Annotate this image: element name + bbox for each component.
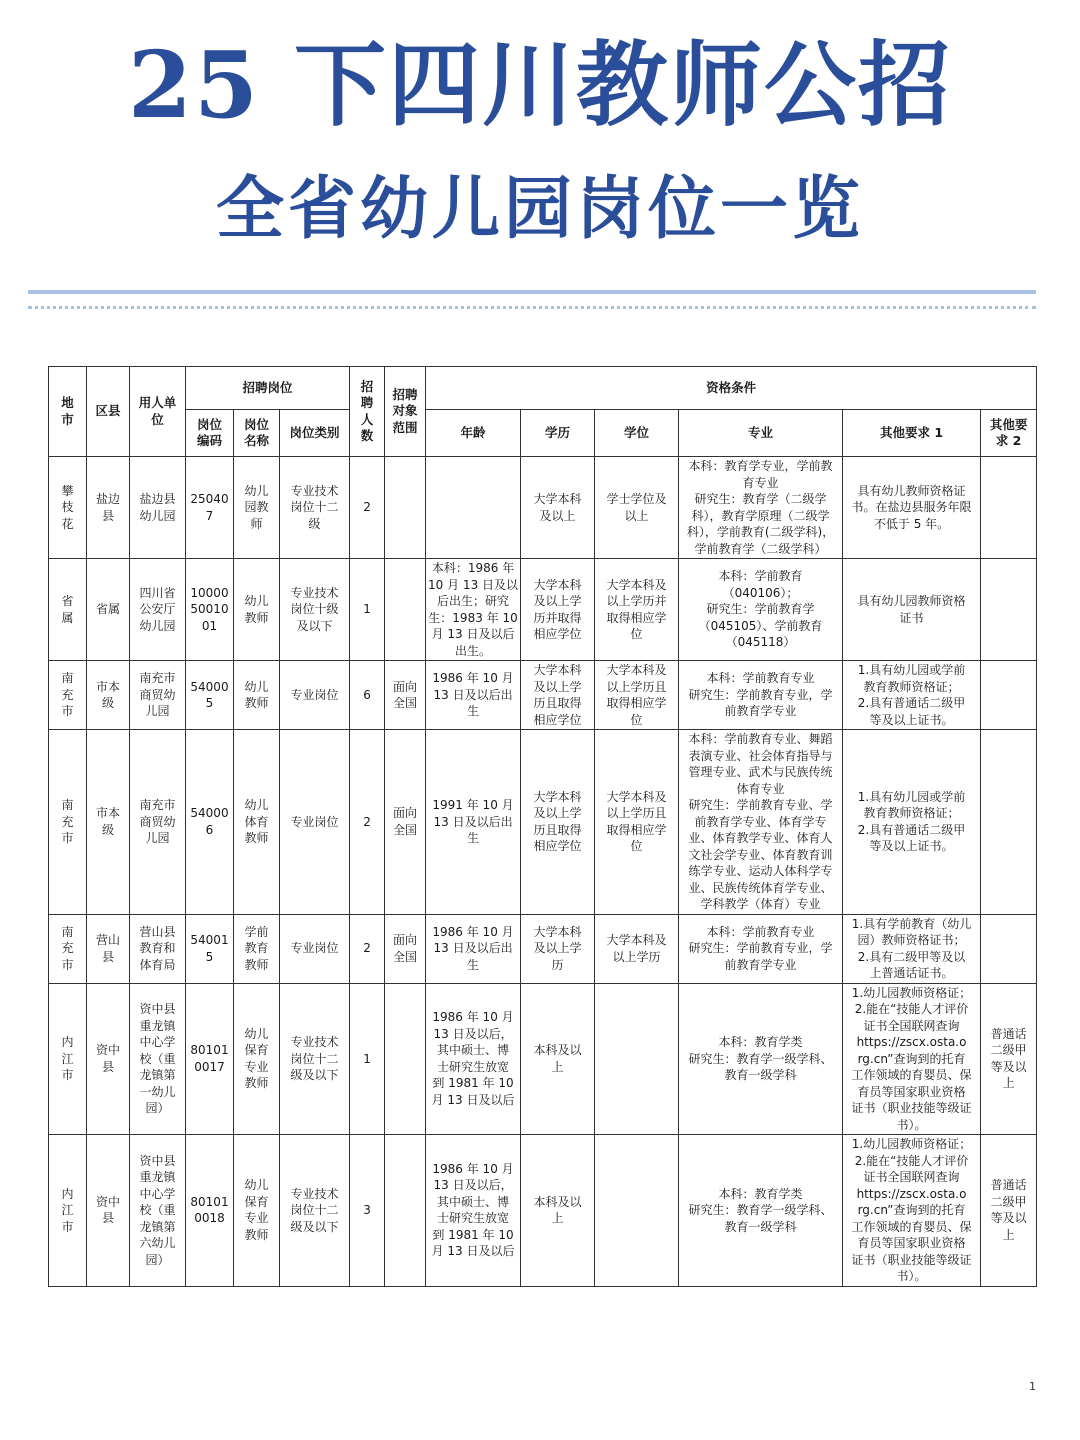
cell-type: 专业技术 岗位十级 及以下: [280, 559, 350, 661]
cell-other1: 具有幼儿园教师资格 证书: [843, 559, 981, 661]
cell-type: 专业技术 岗位十二 级: [280, 457, 350, 559]
cell-count: 2: [350, 457, 385, 559]
divider-line: [28, 290, 1036, 294]
cell-code: 54001 5: [186, 914, 234, 983]
cell-age: 1991 年 10 月 13 日及以后出 生: [426, 730, 521, 915]
cell-name: 幼儿 教师: [234, 559, 280, 661]
cell-name: 幼儿 保育 专业 教师: [234, 983, 280, 1135]
cell-scope: 面向 全国: [385, 914, 426, 983]
cell-degree: [595, 983, 679, 1135]
header-post-name: 岗位 名称: [234, 410, 280, 457]
cell-count: 3: [350, 1135, 385, 1287]
cell-code: 25040 7: [186, 457, 234, 559]
cell-major: 本科：教育学专业，学前教 育专业 研究生：教育学（二级学 科），教育学原理（二级学 科），学前教育(二级学科)， 学前教育学（二级学科）: [679, 457, 843, 559]
header-post-type: 岗位类别: [280, 410, 350, 457]
cell-education: 大学本科 及以上学 历且取得 相应学位: [521, 730, 595, 915]
cell-type: 专业岗位: [280, 914, 350, 983]
header-qualification-group: 资格条件: [426, 367, 1037, 410]
cell-type: 专业技术 岗位十二 级及以下: [280, 1135, 350, 1287]
cell-county: 市本 级: [87, 661, 130, 730]
cell-other1: 1.幼儿园教师资格证； 2.能在“技能人才评价 证书全国联网查询 https://zscx.osta.o rg.cn”查询到的托育 工作领域的育婴员、保 育员等国家职业资格 证书（职业技能等级证 书）。: [843, 983, 981, 1135]
cell-other2: [981, 661, 1037, 730]
header-degree: 学位: [595, 410, 679, 457]
cell-major: 本科：学前教育（040106）； 研究生：学前教育学 （045105）、学前教育 （045118）: [679, 559, 843, 661]
cell-county: 省属: [87, 559, 130, 661]
cell-city: 南 充 市: [49, 730, 87, 915]
cell-code: 54000 5: [186, 661, 234, 730]
cell-employer: 资中县 重龙镇 中心学 校（重 龙镇第 六幼儿 园）: [130, 1135, 186, 1287]
cell-name: 学前 教育 教师: [234, 914, 280, 983]
header-education: 学历: [521, 410, 595, 457]
jobs-table: [48, 366, 1037, 1287]
cell-degree: 学士学位及 以上: [595, 457, 679, 559]
cell-scope: 面向 全国: [385, 661, 426, 730]
header-city: 地 市: [49, 367, 87, 457]
cell-scope: [385, 983, 426, 1135]
cell-degree: 大学本科及 以上学历且 取得相应学 位: [595, 661, 679, 730]
cell-name: 幼儿 教师: [234, 661, 280, 730]
cell-employer: 南充市 商贸幼 儿园: [130, 661, 186, 730]
cell-employer: 四川省 公安厅 幼儿园: [130, 559, 186, 661]
cell-other1: 具有幼儿教师资格证 书。在盐边县服务年限 不低于 5 年。: [843, 457, 981, 559]
table-row: [49, 983, 1037, 1135]
cell-major: 本科：学前教育专业 研究生：学前教育专业，学 前教育学专业: [679, 914, 843, 983]
cell-name: 幼儿 园教 师: [234, 457, 280, 559]
page-title: 25 下四川教师公招: [127, 31, 953, 139]
dotted-divider: [28, 306, 1036, 309]
cell-type: 专业岗位: [280, 730, 350, 915]
page-subtitle: 全省幼儿园岗位一览: [215, 170, 864, 249]
cell-education: 大学本科 及以上学 历且取得 相应学位: [521, 661, 595, 730]
cell-other2: 普通话 二级甲 等及以 上: [981, 983, 1037, 1135]
cell-county: 市本 级: [87, 730, 130, 915]
cell-county: 盐边 县: [87, 457, 130, 559]
cell-code: 80101 0017: [186, 983, 234, 1135]
cell-count: 1: [350, 983, 385, 1135]
table-row: [49, 559, 1037, 661]
cell-employer: 盐边县 幼儿园: [130, 457, 186, 559]
page-number: 1: [1029, 1380, 1036, 1393]
cell-education: 大学本科 及以上学 历并取得 相应学位: [521, 559, 595, 661]
cell-county: 资中 县: [87, 983, 130, 1135]
cell-count: 2: [350, 730, 385, 915]
cell-count: 6: [350, 661, 385, 730]
table-row: [49, 457, 1037, 559]
header-major: 专业: [679, 410, 843, 457]
header-post-code: 岗位 编码: [186, 410, 234, 457]
header-other2: 其他要 求 2: [981, 410, 1037, 457]
table-row: [49, 661, 1037, 730]
cell-age: 1986 年 10 月 13 日及以后出 生: [426, 661, 521, 730]
cell-count: 1: [350, 559, 385, 661]
cell-other2: 普通话 二级甲 等及以 上: [981, 1135, 1037, 1287]
cell-city: 省 属: [49, 559, 87, 661]
cell-name: 幼儿 体育 教师: [234, 730, 280, 915]
table-row: [49, 1135, 1037, 1287]
cell-major: 本科：学前教育专业、舞蹈 表演专业、社会体育指导与 管理专业、武术与民族传统 体育专业 研究生：学前教育专业、学 前教育学专业、体育学专 业、体育教学专业、体育人 文社会学专业、体育教育训 练学专业、运动人体科学专 业、民族传统体育学专业、 学科教学（体育）专业: [679, 730, 843, 915]
cell-age: 本科：1986 年 10 月 13 日及以 后出生；研究 生：1983 年 10 月 13 日及以后 出生。: [426, 559, 521, 661]
cell-city: 内 江 市: [49, 983, 87, 1135]
cell-other1: 1.具有幼儿园或学前 教育教师资格证； 2.具有普通话二级甲 等及以上证书。: [843, 730, 981, 915]
cell-education: 大学本科 及以上: [521, 457, 595, 559]
cell-degree: 大学本科及 以上学历且 取得相应学 位: [595, 730, 679, 915]
cell-other1: 1.具有幼儿园或学前 教育教师资格证； 2.具有普通话二级甲 等及以上证书。: [843, 661, 981, 730]
cell-code: 54000 6: [186, 730, 234, 915]
cell-other2: [981, 730, 1037, 915]
cell-other2: [981, 457, 1037, 559]
cell-other1: 1.幼儿园教师资格证； 2.能在“技能人才评价 证书全国联网查询 https://zscx.osta.o rg.cn”查询到的托育 工作领域的育婴员、保 育员等国家职业资格 证书（职业技能等级证 书）。: [843, 1135, 981, 1287]
header-employer: 用人单 位: [130, 367, 186, 457]
header-county: 区县: [87, 367, 130, 457]
cell-major: 本科：教育学类 研究生：教育学一级学科、 教育一级学科: [679, 983, 843, 1135]
cell-city: 南 充 市: [49, 914, 87, 983]
cell-city: 攀 枝 花: [49, 457, 87, 559]
cell-scope: [385, 457, 426, 559]
cell-other2: [981, 559, 1037, 661]
cell-type: 专业技术 岗位十二 级及以下: [280, 983, 350, 1135]
header-post-group: 招聘岗位: [186, 367, 350, 410]
cell-degree: [595, 1135, 679, 1287]
table-row: [49, 914, 1037, 983]
cell-education: 本科及以 上: [521, 1135, 595, 1287]
cell-scope: 面向 全国: [385, 730, 426, 915]
cell-major: 本科：学前教育专业 研究生：学前教育专业，学 前教育学专业: [679, 661, 843, 730]
cell-education: 本科及以 上: [521, 983, 595, 1135]
cell-scope: [385, 559, 426, 661]
cell-type: 专业岗位: [280, 661, 350, 730]
cell-count: 2: [350, 914, 385, 983]
cell-code: 10000 50010 01: [186, 559, 234, 661]
cell-code: 80101 0018: [186, 1135, 234, 1287]
cell-employer: 营山县 教育和 体育局: [130, 914, 186, 983]
cell-employer: 南充市 商贸幼 儿园: [130, 730, 186, 915]
cell-degree: 大学本科及 以上学历并 取得相应学 位: [595, 559, 679, 661]
cell-degree: 大学本科及 以上学历: [595, 914, 679, 983]
cell-age: 1986 年 10 月 13 日及以后出 生: [426, 914, 521, 983]
cell-education: 大学本科 及以上学 历: [521, 914, 595, 983]
header-age: 年龄: [426, 410, 521, 457]
cell-age: [426, 457, 521, 559]
header-scope: 招聘 对象 范围: [385, 367, 426, 457]
cell-county: 资中 县: [87, 1135, 130, 1287]
cell-employer: 资中县 重龙镇 中心学 校（重 龙镇第 一幼儿 园）: [130, 983, 186, 1135]
cell-other1: 1.具有学前教育（幼儿 园）教师资格证书； 2.具有二级甲等及以 上普通话证书。: [843, 914, 981, 983]
cell-county: 营山 县: [87, 914, 130, 983]
cell-age: 1986 年 10 月 13 日及以后， 其中硕士、博 士研究生放宽 到 1981 年 10 月 13 日及以后: [426, 983, 521, 1135]
cell-age: 1986 年 10 月 13 日及以后， 其中硕士、博 士研究生放宽 到 1981 年 10 月 13 日及以后: [426, 1135, 521, 1287]
cell-major: 本科：教育学类 研究生：教育学一级学科、 教育一级学科: [679, 1135, 843, 1287]
cell-city: 内 江 市: [49, 1135, 87, 1287]
header-row-2: [49, 410, 1037, 457]
cell-name: 幼儿 保育 专业 教师: [234, 1135, 280, 1287]
table-row: [49, 730, 1037, 915]
header-count: 招 聘 人 数: [350, 367, 385, 457]
cell-other2: [981, 914, 1037, 983]
cell-city: 南 充 市: [49, 661, 87, 730]
cell-scope: [385, 1135, 426, 1287]
header-other1: 其他要求 1: [843, 410, 981, 457]
header-row-1: [49, 367, 1037, 410]
